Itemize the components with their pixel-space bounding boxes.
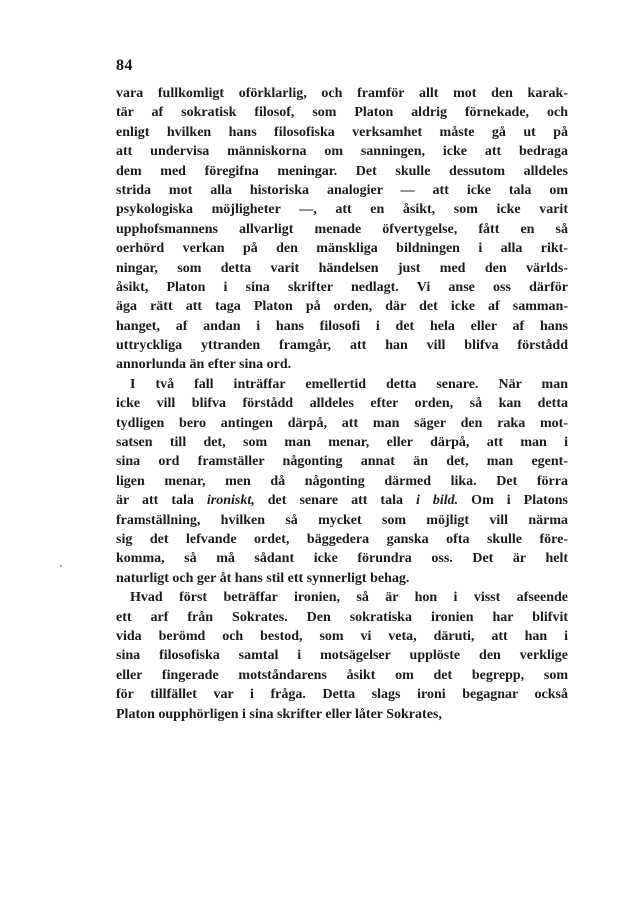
text-run: uttryckliga yttranden framgår, att han vill blifva förstådd <box>116 338 568 354</box>
print-speck <box>60 565 62 567</box>
text-line <box>116 588 568 607</box>
text-line <box>116 685 568 704</box>
text-run: ningar, som detta varit händelsen just med den världs- <box>116 260 568 276</box>
text-run: oerhörd verkan på den mänskliga bildningen i alla rikt- <box>116 241 568 257</box>
text-line <box>116 608 568 627</box>
text-run: sina filosofiska samtal i motsägelser upplöste den verklige <box>116 648 568 664</box>
text-line <box>116 103 568 122</box>
paragraph <box>116 84 568 375</box>
paragraph <box>116 375 568 588</box>
text-line <box>116 142 568 161</box>
text-run: sig det lefvande ordet, bäggedera ganska ofta skulle före- <box>116 531 568 547</box>
text-line <box>116 278 568 297</box>
text-run: komma, så må sådant icke förundra oss. Det är helt <box>116 551 568 567</box>
text-line <box>116 569 568 588</box>
text-line <box>116 452 568 471</box>
text-run: hanget, af andan i hans filosofi i det hela eller af hans <box>116 318 568 334</box>
text-line <box>116 297 568 316</box>
text-run: dem med föregifna meningar. Det skulle dessutom alldeles <box>116 163 568 179</box>
text-run: naturligt och ger åt hans stil ett synnerligt behag. <box>116 570 410 586</box>
text-line <box>116 394 568 413</box>
text-run: vida berömd och bestod, som vi veta, däruti, att han i <box>116 628 568 644</box>
text-run: tär af sokratisk filosof, som Platon aldrig förnekade, och <box>116 105 568 121</box>
text-run: ett arf från Sokrates. Den sokratiska ironien har blifvit <box>116 609 568 625</box>
text-run: strida mot alla historiska analogier — att icke tala om <box>116 182 568 198</box>
text-line <box>116 511 568 530</box>
text-run: ligen menar, men då någonting därmed lika. Det förra <box>116 473 568 489</box>
text-line <box>116 530 568 549</box>
text-line <box>116 491 568 510</box>
text-line <box>116 705 568 724</box>
text-run: satsen till det, som man menar, eller därpå, att man i <box>116 435 568 451</box>
text-run: Om i Platons <box>458 493 568 509</box>
text-line <box>116 162 568 181</box>
text-line <box>116 627 568 646</box>
text-line <box>116 200 568 219</box>
text-line <box>116 220 568 239</box>
text-run: psykologiska möjligheter —, att en åsikt, som icke varit <box>116 202 568 218</box>
text-line <box>116 375 568 394</box>
text-run: äga rätt att taga Platon på orden, där det icke af samman- <box>116 299 568 315</box>
text-line <box>116 646 568 665</box>
text-line <box>116 336 568 355</box>
text-line <box>116 259 568 278</box>
emphasized-text: ironiskt, <box>206 493 255 509</box>
text-run: Hvad först beträffar ironien, så är hon i visst afseende <box>130 590 568 606</box>
text-run: åsikt, Platon i sina skrifter nedlagt. Vi anse oss därför <box>116 279 568 295</box>
text-line <box>116 472 568 491</box>
page-number: 84 <box>116 57 133 74</box>
text-run: enligt hvilken hans filosofiska verksamhet måste gå ut på <box>116 124 568 140</box>
emphasized-text: i bild. <box>415 493 459 509</box>
text-run: tydligen bero antingen därpå, att man säger den raka mot- <box>116 415 568 431</box>
text-run: I två fall inträffar emellertid detta senare. När man <box>130 376 568 392</box>
text-line <box>116 414 568 433</box>
text-run: att undervisa människorna om sanningen, icke att bedraga <box>116 144 568 160</box>
text-run: upphofsmannens allvarligt menade öfvertygelse, fått en så <box>116 221 568 237</box>
text-run: det senare att tala <box>254 493 416 509</box>
text-run: sina ord framställer någonting annat än det, man egent- <box>116 454 568 470</box>
text-run: vara fullkomligt oförklarlig, och framför allt mot den karak- <box>116 86 568 101</box>
text-line <box>116 84 568 103</box>
text-line <box>116 239 568 258</box>
text-line <box>116 123 568 142</box>
text-run: annorlunda än efter sina ord. <box>116 357 292 373</box>
text-line <box>116 666 568 685</box>
paragraph <box>116 588 568 724</box>
text-run: är att tala <box>116 493 207 509</box>
text-run: för tillfället var i fråga. Detta slags ironi begagnar också <box>116 687 568 703</box>
text-run: framställning, hvilken så mycket som möjligt vill närma <box>116 512 568 528</box>
text-line <box>116 549 568 568</box>
text-run: eller fingerade motståndarens åsikt om det begrepp, som <box>116 667 568 683</box>
text-line <box>116 433 568 452</box>
text-line <box>116 355 568 374</box>
text-line <box>116 317 568 336</box>
text-line <box>116 181 568 200</box>
text-run: icke vill blifva förstådd alldeles efter orden, så kan detta <box>116 396 568 412</box>
text-run: Platon oupphörligen i sina skrifter eller låter Sokrates, <box>116 706 442 722</box>
body-text <box>116 84 568 724</box>
